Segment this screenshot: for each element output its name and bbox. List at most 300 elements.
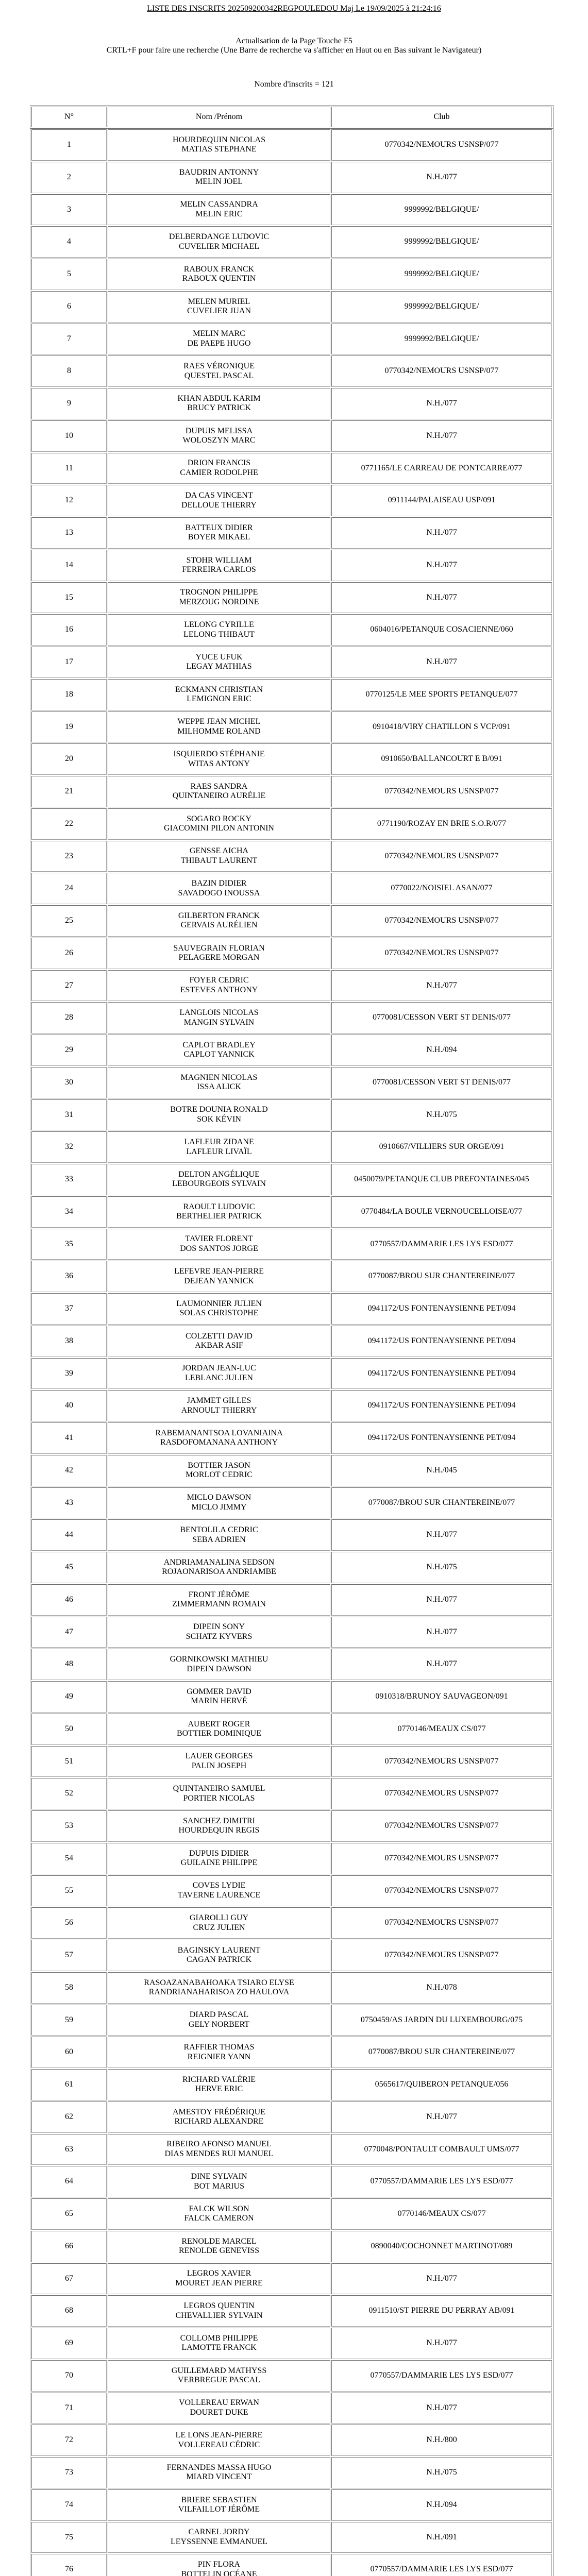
player-1-name: TAVIER FLORENT [185, 1234, 253, 1244]
cell-names [108, 2231, 330, 2262]
cell-number [31, 2328, 107, 2359]
row-number: 71 [65, 2403, 73, 2412]
cell-club [331, 1293, 552, 1325]
player-2-name: FERREIRA CARLOS [182, 565, 256, 574]
cell-number [31, 2263, 107, 2295]
cell-names [108, 1067, 330, 1098]
player-1-name: FERNANDES MASSA HUGO [166, 2463, 272, 2472]
player-2-name: THIBAUT LAURENT [180, 856, 258, 865]
player-2-name: ROJAONARISOA ANDRIAMBE [162, 1567, 276, 1577]
club-name: N.H./077 [426, 560, 457, 569]
club-name: 0770557/DAMMARIE LES LYS ESD/077 [370, 2565, 513, 2574]
table-row [31, 2263, 552, 2295]
player-2-name: GELY NORBERT [188, 2020, 250, 2029]
club-name: 0604016/PETANQUE COSACIENNE/060 [370, 625, 513, 634]
cell-names [108, 1455, 330, 1486]
player-1-name: MELIN CASSANDRA [180, 200, 258, 209]
registrants-table-body [31, 129, 552, 2576]
cell-club [331, 2457, 552, 2488]
cell-names [108, 355, 330, 387]
club-name: 0750459/AS JARDIN DU LUXEMBOURG/075 [360, 2015, 523, 2024]
player-1-name: ANDRIAMANALINA SEDSON [163, 1557, 275, 1567]
cell-club [331, 1907, 552, 1939]
club-name: 0941172/US FONTENAYSIENNE PET/094 [367, 1401, 516, 1410]
cell-club [331, 841, 552, 872]
player-2-name: QUINTANEIRO AURÉLIE [172, 791, 266, 801]
search-hint: CRTL+F pour faire une recherche (Une Barre de recherche va s'afficher en Haut ou en Bas suivant le Navigateur) [106, 46, 482, 55]
row-number: 48 [65, 1659, 73, 1669]
cell-names [108, 2360, 330, 2392]
player-1-name: GENSSE AICHA [189, 846, 249, 856]
cell-number [31, 2489, 107, 2521]
club-name: N.H./077 [426, 1595, 457, 1604]
cell-names [108, 1519, 330, 1551]
cell-club [331, 1875, 552, 1907]
cell-number [31, 1681, 107, 1713]
table-row [31, 291, 552, 323]
cell-names [108, 2263, 330, 2295]
table-row [31, 1681, 552, 1713]
cell-club [331, 550, 552, 581]
club-name: N.H./077 [426, 980, 457, 990]
player-1-name: DRION FRANCIS [187, 459, 251, 468]
cell-names [108, 1196, 330, 1228]
cell-club [331, 647, 552, 678]
cell-number [31, 324, 107, 355]
club-name: N.H./077 [426, 2403, 457, 2412]
row-number: 10 [65, 431, 73, 440]
row-number: 24 [65, 884, 73, 893]
table-row [31, 324, 552, 355]
cell-club [331, 1778, 552, 1809]
cell-club [331, 614, 552, 646]
cell-number [31, 1810, 107, 1842]
cell-club [331, 1519, 552, 1551]
cell-number [31, 1326, 107, 1357]
cell-club [331, 1843, 552, 1874]
table-row [31, 1164, 552, 1195]
cell-names [108, 1907, 330, 1939]
club-name: 0941172/US FONTENAYSIENNE PET/094 [367, 1336, 516, 1345]
club-name: 0770048/PONTAULT COMBAULT UMS/077 [364, 2144, 519, 2154]
cell-number [31, 2425, 107, 2456]
player-2-name: LEBOURGEOIS SYLVAIN [172, 1179, 266, 1189]
cell-number [31, 711, 107, 743]
club-name: 0770125/LE MEE SPORTS PETANQUE/077 [365, 689, 518, 699]
player-1-name: DELTON ANGÉLIQUE [178, 1170, 260, 1179]
cell-club [331, 259, 552, 290]
cell-names [108, 453, 330, 484]
club-name: 0770087/BROU SUR CHANTEREINE/077 [368, 2047, 515, 2057]
table-row [31, 1002, 552, 1033]
row-number: 45 [65, 1563, 73, 1572]
cell-club [331, 355, 552, 387]
row-number: 26 [65, 948, 73, 957]
player-2-name: LEMIGNON ERIC [187, 694, 251, 704]
row-number: 1 [67, 140, 71, 149]
cell-names [108, 291, 330, 323]
club-name: 0910667/VILLIERS SUR ORGE/091 [379, 1142, 505, 1151]
cell-club [331, 743, 552, 775]
cell-names [108, 1584, 330, 1616]
player-1-name: LAUMONNIER JULIEN [176, 1299, 262, 1308]
row-number: 30 [65, 1077, 73, 1087]
cell-names [108, 2295, 330, 2327]
row-number: 46 [65, 1595, 73, 1604]
table-row [31, 1810, 552, 1842]
club-name: 0770022/NOISIEL ASAN/077 [391, 884, 493, 893]
cell-names [108, 1940, 330, 1971]
cell-club [331, 1390, 552, 1421]
club-name: 0911144/PALAISEAU USP/091 [388, 496, 496, 505]
player-1-name: JAMMET GILLES [187, 1396, 251, 1405]
player-2-name: REIGNIER YANN [187, 2052, 251, 2061]
row-number: 63 [65, 2144, 73, 2154]
cell-club [331, 1035, 552, 1066]
player-2-name: DELLOUE THIERRY [181, 500, 257, 510]
cell-names [108, 1131, 330, 1163]
cell-club [331, 1326, 552, 1357]
player-1-name: DUPUIS MELISSA [185, 426, 253, 435]
club-name: 0770342/NEMOURS USNSP/077 [384, 1756, 499, 1766]
player-1-name: LELONG CYRILLE [184, 620, 254, 630]
cell-club [331, 2393, 552, 2424]
table-row [31, 1099, 552, 1131]
player-2-name: RICHARD ALEXANDRE [174, 2117, 264, 2126]
table-row [31, 743, 552, 775]
club-name: 0770557/DAMMARIE LES LYS ESD/077 [370, 2177, 513, 2186]
club-name: N.H./077 [426, 1530, 457, 1539]
cell-names [108, 1746, 330, 1777]
player-2-name: DEJEAN YANNICK [184, 1276, 254, 1285]
cell-names [108, 226, 330, 258]
cell-number [31, 453, 107, 484]
row-number: 19 [65, 722, 73, 731]
player-1-name: BRIERE SEBASTIEN [181, 2495, 257, 2504]
player-2-name: QUESTEL PASCAL [184, 371, 254, 380]
cell-club [331, 2263, 552, 2295]
table-row [31, 905, 552, 937]
player-1-name: TROGNON PHILIPPE [180, 588, 258, 597]
player-1-name: MAGNIEN NICOLAS [180, 1073, 258, 1082]
cell-club [331, 808, 552, 840]
club-name: 0941172/US FONTENAYSIENNE PET/094 [367, 1433, 516, 1443]
table-row [31, 2360, 552, 2392]
player-1-name: DA CAS VINCENT [185, 491, 253, 500]
cell-number [31, 2393, 107, 2424]
cell-club [331, 2231, 552, 2262]
table-row [31, 1907, 552, 1939]
cell-number [31, 2102, 107, 2133]
cell-club [331, 2360, 552, 2392]
table-row [31, 1746, 552, 1777]
table-row [31, 2005, 552, 2036]
cell-names [108, 743, 330, 775]
cell-club [331, 2102, 552, 2133]
player-1-name: RAES SANDRA [190, 782, 248, 791]
table-row [31, 1649, 552, 1680]
player-2-name: MOURET JEAN PIERRE [175, 2278, 263, 2287]
cell-club [331, 162, 552, 193]
info-block [0, 37, 588, 56]
player-2-name: BRUCY PATRICK [187, 403, 251, 413]
cell-club [331, 388, 552, 419]
cell-club [331, 420, 552, 452]
club-name: N.H./077 [426, 2338, 457, 2348]
player-1-name: DUPUIS DIDIER [189, 1849, 249, 1858]
player-2-name: DIPEIN DAWSON [187, 1664, 251, 1673]
table-row [31, 1035, 552, 1066]
player-1-name: DELBERDANGE LUDOVIC [169, 232, 270, 242]
cell-club [331, 776, 552, 807]
player-1-name: WEPPE JEAN MICHEL [177, 717, 261, 726]
cell-club [331, 2425, 552, 2456]
club-name: 0770081/CESSON VERT ST DENIS/077 [373, 1077, 511, 1087]
cell-number [31, 2360, 107, 2392]
row-number: 74 [65, 2500, 73, 2509]
club-name: 0770342/NEMOURS USNSP/077 [384, 1821, 499, 1831]
row-number: 50 [65, 1724, 73, 1733]
table-row [31, 1261, 552, 1292]
player-1-name: BATTEUX DIDIER [185, 523, 253, 532]
cell-club [331, 905, 552, 937]
club-name: 0941172/US FONTENAYSIENNE PET/094 [367, 1304, 516, 1313]
cell-club [331, 2522, 552, 2553]
cell-names [108, 2554, 330, 2576]
cell-club [331, 679, 552, 710]
player-1-name: COLZETTI DAVID [186, 1331, 253, 1341]
cell-number [31, 1972, 107, 2004]
player-1-name: SANCHEZ DIMITRI [183, 1816, 255, 1825]
table-row [31, 517, 552, 549]
player-1-name: RABEMANANTSOA LOVANIAINA [155, 1428, 283, 1437]
cell-club [331, 1422, 552, 1454]
cell-number [31, 2166, 107, 2197]
player-2-name: RABOUX QUENTIN [182, 274, 256, 283]
table-row [31, 162, 552, 193]
cell-names [108, 2328, 330, 2359]
table-row [31, 841, 552, 872]
cell-names [108, 324, 330, 355]
row-number: 32 [65, 1142, 73, 1151]
club-name: 0911510/ST PIERRE DU PERRAY AB/091 [368, 2306, 515, 2315]
club-name: N.H./077 [426, 528, 457, 537]
cell-names [108, 2198, 330, 2230]
player-2-name: CRUZ JULIEN [193, 1923, 245, 1932]
row-number: 36 [65, 1272, 73, 1281]
club-name: N.H./077 [426, 431, 457, 440]
player-2-name: PORTIER NICOLAS [183, 1793, 255, 1803]
table-row [31, 808, 552, 840]
table-row [31, 1875, 552, 1907]
cell-names [108, 2134, 330, 2165]
player-2-name: MICLO JIMMY [191, 1502, 247, 1512]
player-2-name: MIARD VINCENT [186, 2472, 252, 2482]
cell-names [108, 1875, 330, 1907]
cell-number [31, 2554, 107, 2576]
cell-number [31, 808, 107, 840]
row-number: 23 [65, 851, 73, 860]
cell-number [31, 679, 107, 710]
cell-club [331, 1229, 552, 1260]
table-row [31, 1326, 552, 1357]
row-number: 44 [65, 1530, 73, 1539]
cell-names [108, 420, 330, 452]
player-1-name: MICLO DAWSON [187, 1493, 251, 1502]
row-number: 53 [65, 1821, 73, 1831]
player-2-name: MATIAS STEPHANE [181, 145, 257, 154]
cell-number [31, 938, 107, 969]
club-name: 0770146/MEAUX CS/077 [397, 2209, 486, 2218]
page-title-text: LISTE DES INSCRITS 202509200342REGPOULEDOU Maj Le 19/09/2025 à 21:24:16 [147, 4, 441, 13]
cell-names [108, 1843, 330, 1874]
cell-names [108, 517, 330, 549]
row-number: 25 [65, 916, 73, 925]
cell-club [331, 2328, 552, 2359]
cell-names [108, 1714, 330, 1745]
player-1-name: GOMMER DAVID [187, 1687, 251, 1696]
row-number: 16 [65, 625, 73, 634]
cell-names [108, 1293, 330, 1325]
cell-club [331, 1487, 552, 1519]
table-row [31, 2198, 552, 2230]
table-row [31, 2457, 552, 2488]
cell-number [31, 1422, 107, 1454]
player-2-name: GERVAIS AURÉLIEN [180, 921, 258, 930]
cell-club [331, 1002, 552, 1033]
table-row [31, 2522, 552, 2553]
cell-names [108, 2037, 330, 2068]
cell-number [31, 776, 107, 807]
player-2-name: CUVELIER JUAN [187, 307, 251, 316]
cell-number [31, 485, 107, 516]
row-number: 8 [67, 366, 71, 376]
club-name: 9999992/BELGIQUE/ [404, 301, 479, 311]
cell-club [331, 1131, 552, 1163]
player-2-name: MANGIN SYLVAIN [183, 1018, 255, 1027]
row-number: 42 [65, 1465, 73, 1475]
player-1-name: STOHR WILLIAM [186, 555, 252, 565]
player-2-name: ISSA ALICK [197, 1082, 241, 1092]
player-2-name: DOS SANTOS JORGE [180, 1244, 258, 1253]
cell-number [31, 841, 107, 872]
club-name: 0771165/LE CARREAU DE PONTCARRE/077 [361, 463, 523, 472]
player-1-name: RASOAZANABAHOAKA TSIARO ELYSE [144, 1978, 294, 1987]
table-row [31, 2554, 552, 2576]
row-number: 5 [67, 269, 71, 279]
table-row [31, 2134, 552, 2165]
player-1-name: QUINTANEIRO SAMUEL [173, 1784, 265, 1793]
cell-number [31, 1002, 107, 1033]
row-number: 21 [65, 787, 73, 796]
cell-names [108, 162, 330, 193]
club-name: N.H./075 [426, 1563, 457, 1572]
cell-club [331, 1261, 552, 1292]
row-number: 65 [65, 2209, 73, 2218]
player-2-name: MORLOT CEDRIC [186, 1470, 253, 1480]
cell-names [108, 1358, 330, 1389]
player-2-name: CAPLOT YANNICK [183, 1050, 255, 1059]
player-2-name: MELIN JOEL [195, 177, 243, 187]
cell-club [331, 1099, 552, 1131]
player-2-name: CAGAN PATRICK [186, 1955, 252, 1964]
player-2-name: HOURDEQUIN REGIS [178, 1826, 260, 1835]
row-number: 34 [65, 1207, 73, 1216]
cell-number [31, 2295, 107, 2327]
cell-club [331, 2005, 552, 2036]
row-number: 9 [67, 399, 71, 408]
table-row [31, 1131, 552, 1163]
club-name: 0770087/BROU SUR CHANTEREINE/077 [368, 1272, 515, 1281]
cell-number [31, 162, 107, 193]
row-number: 15 [65, 592, 73, 602]
cell-number [31, 647, 107, 678]
cell-names [108, 679, 330, 710]
cell-number [31, 1617, 107, 1648]
row-number: 67 [65, 2274, 73, 2283]
cell-names [108, 2522, 330, 2553]
cell-club [331, 2134, 552, 2165]
player-2-name: BERTHELIER PATRICK [176, 1212, 262, 1221]
cell-names [108, 873, 330, 904]
row-number: 47 [65, 1627, 73, 1636]
cell-names [108, 647, 330, 678]
registrants-table-header [30, 105, 553, 129]
cell-club [331, 1746, 552, 1777]
player-1-name: LAFLEUR ZIDANE [184, 1138, 254, 1147]
player-1-name: BAGINSKY LAURENT [177, 1945, 261, 1955]
player-1-name: GIAROLLI GUY [189, 1913, 249, 1923]
table-row [31, 1067, 552, 1098]
cell-names [108, 1972, 330, 2004]
column-header-club: Club [331, 107, 552, 127]
player-1-name: GORNIKOWSKI MATHIEU [170, 1655, 268, 1664]
row-number: 40 [65, 1401, 73, 1410]
cell-names [108, 2457, 330, 2488]
cell-club [331, 1584, 552, 1616]
club-name: 0771190/ROZAY EN BRIE S.O.R/077 [377, 819, 507, 828]
cell-names [108, 1649, 330, 1680]
cell-names [108, 2166, 330, 2197]
club-name: 0770342/NEMOURS USNSP/077 [384, 1789, 499, 1798]
club-name: N.H./045 [426, 1465, 457, 1475]
cell-club [331, 1940, 552, 1971]
player-1-name: SAUVEGRAIN FLORIAN [173, 943, 265, 953]
club-name: N.H./077 [426, 592, 457, 602]
player-1-name: AMESTOY FRÉDÉRIQUE [172, 2107, 265, 2116]
club-name: 0770342/NEMOURS USNSP/077 [384, 948, 499, 957]
cell-names [108, 1229, 330, 1260]
cell-names [108, 129, 330, 161]
page-title [0, 4, 588, 13]
player-2-name: LAMOTTE FRANCK [181, 2343, 257, 2352]
cell-number [31, 1487, 107, 1519]
player-1-name: AUBERT ROGER [188, 1719, 250, 1728]
club-name: N.H./077 [426, 2274, 457, 2283]
row-number: 51 [65, 1756, 73, 1766]
player-1-name: MELIN MARC [193, 329, 245, 338]
club-name: N.H./800 [426, 2435, 457, 2445]
table-row [31, 2166, 552, 2197]
player-2-name: SOLAS CHRISTOPHE [179, 1309, 259, 1318]
row-number: 4 [67, 237, 71, 246]
cell-club [331, 129, 552, 161]
club-name: N.H./077 [426, 172, 457, 181]
player-1-name: GUILLEMARD MATHYSS [171, 2366, 267, 2375]
table-row [31, 1390, 552, 1421]
cell-club [331, 453, 552, 484]
player-1-name: YUCE UFUK [195, 652, 243, 662]
